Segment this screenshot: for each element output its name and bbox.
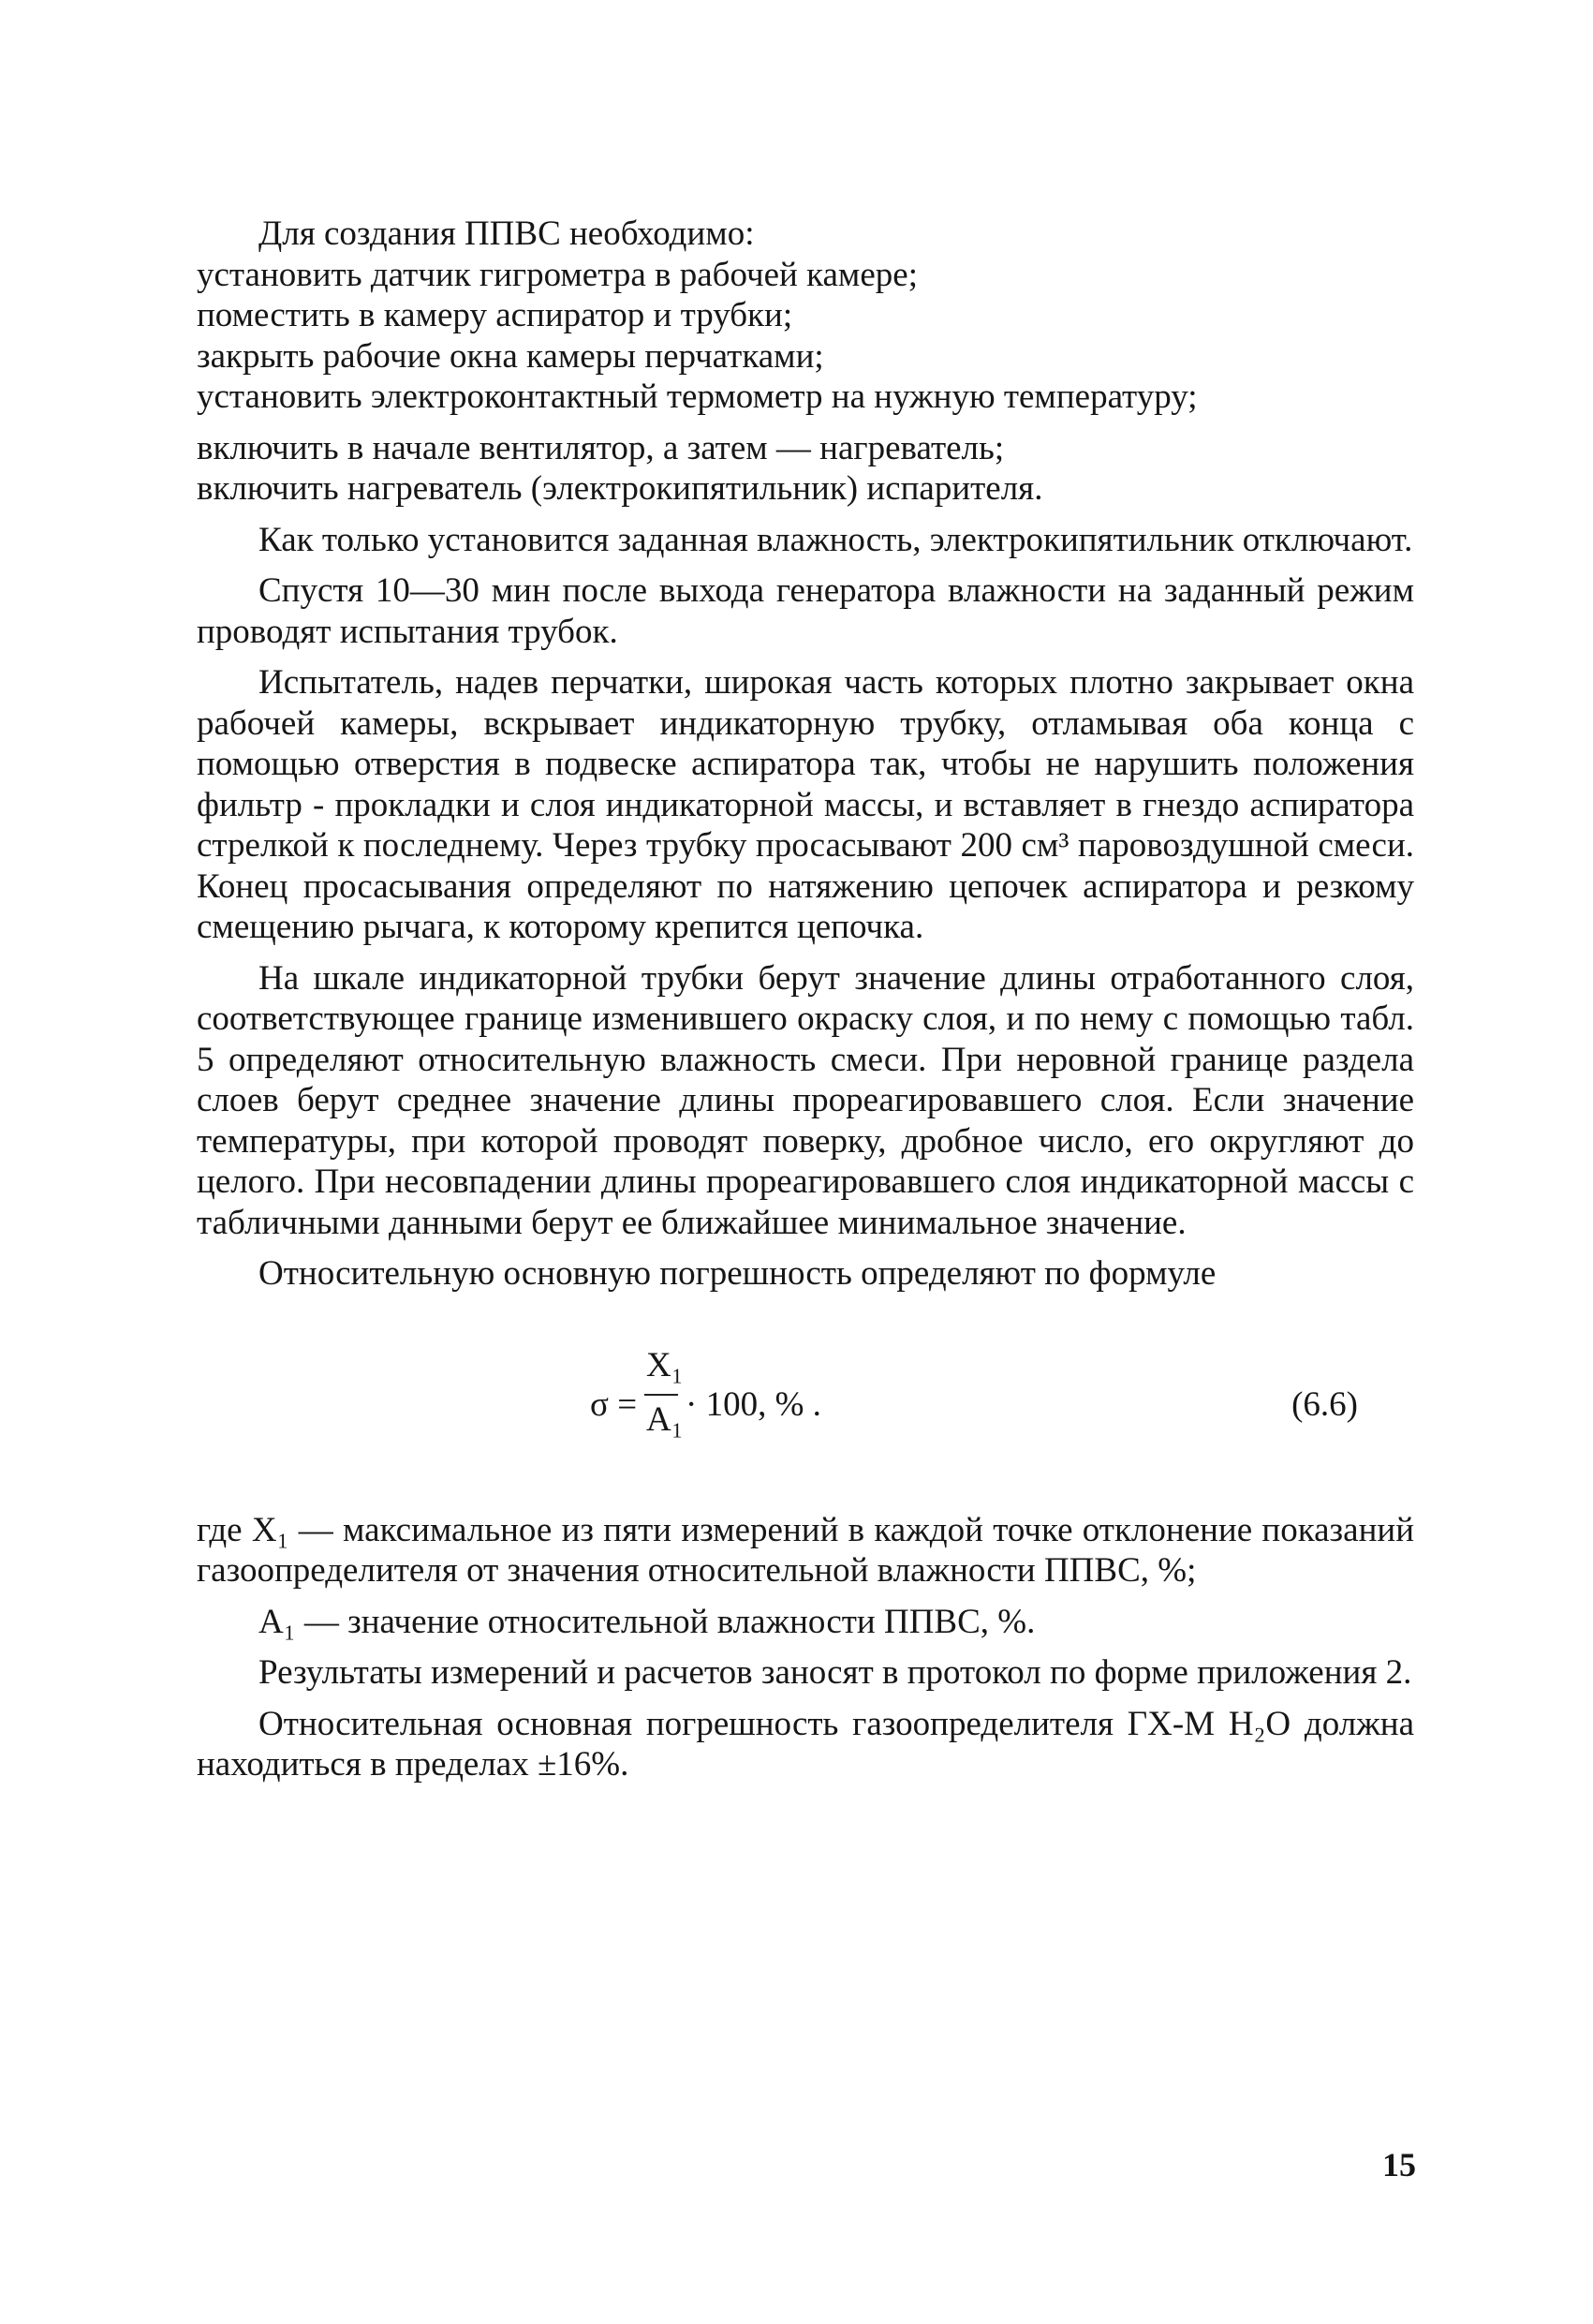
equation-number: (6.6) <box>1291 1384 1358 1424</box>
list-item: закрыть рабочие окна камеры перчатками; <box>197 336 824 376</box>
page-text <box>197 214 1414 1785</box>
list-item: включить в начале вентилятор, а затем — нагреватель; <box>197 428 1005 467</box>
formula-lhs: σ = <box>590 1384 638 1424</box>
list-item: установить датчик гигрометра в рабочей камере; <box>197 255 918 294</box>
paragraph: Результаты измерений и расчетов заносят в протокол по форме приложения 2. <box>258 1653 1412 1692</box>
fraction-bar <box>644 1394 678 1396</box>
formula-numerator: X₁ <box>646 1345 684 1384</box>
formula-rhs: · 100, % . <box>686 1384 821 1424</box>
formula-block <box>197 1340 1414 1461</box>
list-item: установить электроконтактный термометр на нужную температуру; <box>197 377 1198 416</box>
paragraph: Относительная основная погрешность газоопределителя ГХ-М H₂O должна находиться в пределах ±16%. <box>197 1704 1414 1784</box>
list-item: поместить в камеру аспиратор и трубки; <box>197 296 793 334</box>
list-item: включить нагреватель (электрокипятильник) испарителя. <box>197 469 1043 508</box>
paragraph: где X₁ — максимальное из пяти измерений в каждой точке отклонение показаний газоопределителя от значения относительной влажности ППВС, %; <box>197 1510 1414 1590</box>
formula-denominator: A₁ <box>646 1399 684 1439</box>
paragraph: Испытатель, надев перчатки, широкая часть которых плотно закрывает окна рабочей камеры, вскрывает индикаторную трубку, отламывая оба конца с помощью отверстия в подвеске аспиратора так, чтобы не нарушить положения фильтр - прокладки и слоя индикаторной массы, и вставляет в гнездо аспиратора стрелкой к последнему. Через трубку просасывают 200 см³ паровоздушной смеси. Конец просасывания определяют по натяжению цепочек аспиратора и резкому смещению рычага, к которому крепится цепочка. <box>197 663 1414 946</box>
page-number: 15 <box>1382 2146 1416 2183</box>
paragraph: Как только установится заданная влажность, электрокипятильник отключают. <box>258 520 1413 559</box>
formula <box>590 1340 1152 1461</box>
paragraph: Относительную основную погрешность определяют по формуле <box>258 1254 1217 1293</box>
paragraph: A₁ — значение относительной влажности ППВС, %. <box>258 1602 1036 1641</box>
paragraph: Для создания ППВС необходимо: <box>258 215 755 253</box>
paragraph: На шкале индикаторной трубки берут значение длины отработанного слоя, соответствующее границе изменившего окраску слоя, и по нему с помощью табл. 5 определяют относительную влажность смеси. При неровной границе раздела слоев берут среднее значение длины прореагировавшего слоя. Если значение температуры, при которой проводят поверку, дробное число, его округляют до целого. При несовпадении длины прореагировавшего слоя индикаторной массы с табличными данными берут ее ближайшее минимальное значение. <box>197 958 1414 1242</box>
paragraph: Спустя 10—30 мин после выхода генератора влажности на заданный режим проводят испытания трубок. <box>197 571 1414 651</box>
